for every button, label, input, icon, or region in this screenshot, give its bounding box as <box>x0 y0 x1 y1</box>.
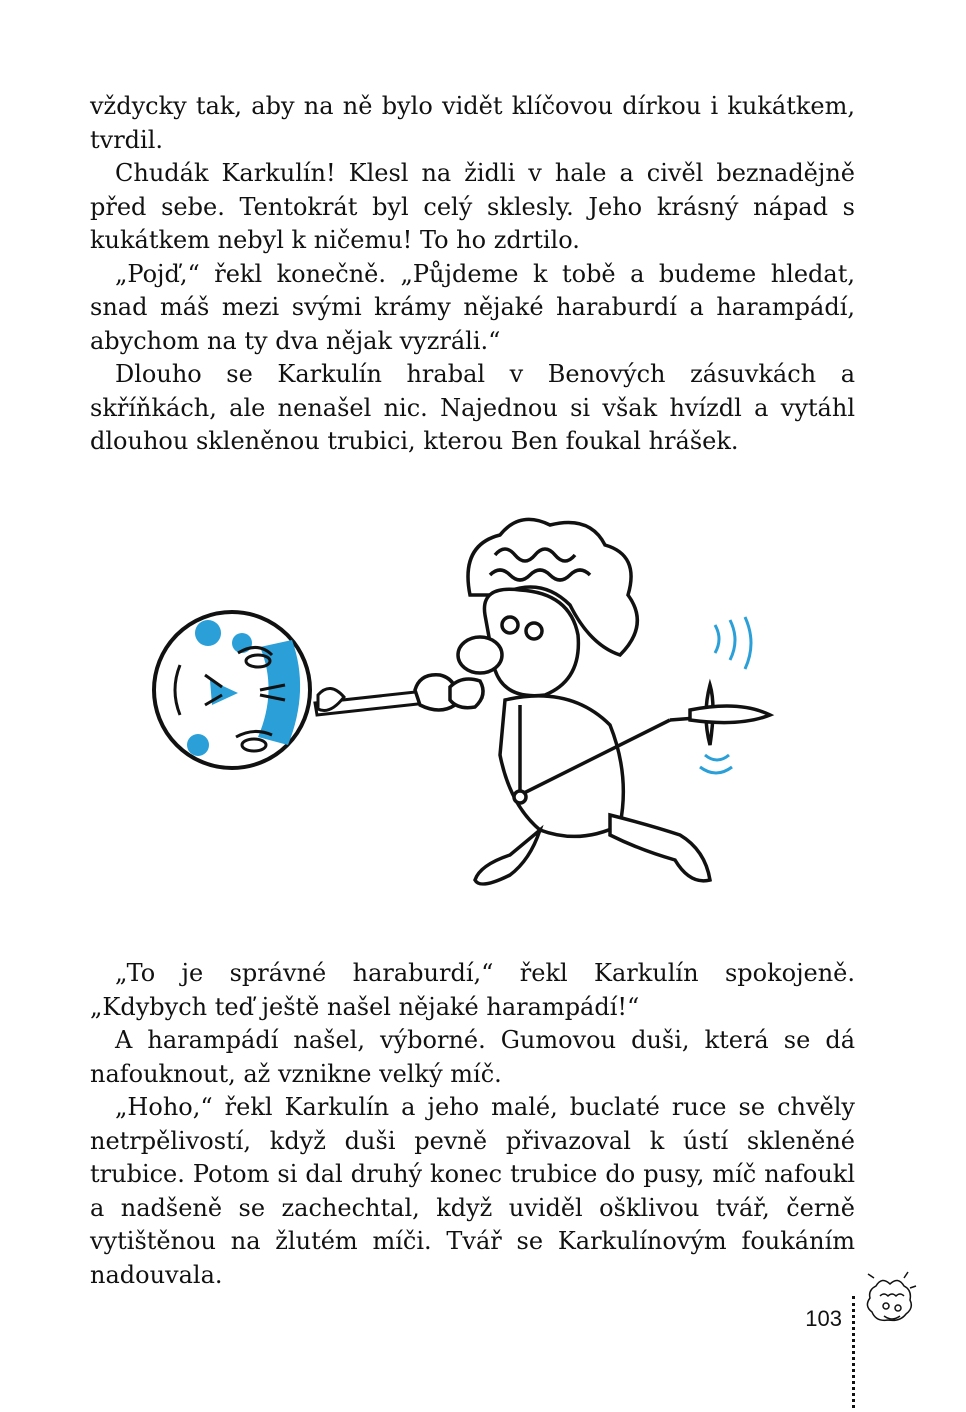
bottom-text-block <box>90 957 855 1292</box>
top-text-block <box>90 90 855 459</box>
boy-figure <box>415 519 770 884</box>
corner-character-doodle-icon <box>858 1266 924 1346</box>
paragraph: Dlouho se Karkulín hrabal v Benových zásuvkách a skříňkách, ale nenašel nic. Najednou si však hvízdl a vytáhl dlouhou skleněnou trubici, kterou Ben foukal hrášek. <box>90 360 855 455</box>
paragraph: Chudák Karkulín! Klesl na židli v hale a civěl beznadějně před sebe. Tentokrát byl celý sklesly. Jeho krásný nápad s kukátkem nebyl k ničemu! To ho zdrtilo. <box>90 159 855 254</box>
paragraph: „Hoho,“ řekl Karkulín a jeho malé, buclaté ruce se chvěly netrpělivostí, když duši pevně přivazoval k ústí skleněné trubice. Potom si dal druhý konec trubice do pusy, míč nafoukl a nadšeně se zachechtal, když uviděl ošklivou tvář, černě vytištěnou na žlutém míči. Tvář se Karkulínovým foukáním nadouvala. <box>90 1093 855 1289</box>
paragraph: „To je správné haraburdí,“ řekl Karkulín spokojeně. „Kdybych teď ještě našel nějaké harampádí!“ <box>90 959 855 1021</box>
dotted-divider <box>852 1296 855 1408</box>
paragraph: „Pojď,“ řekl konečně. „Půjdeme k tobě a budeme hledat, snad máš mezi svými krámy nějaké haraburdí a harampádí, abychom na ty dva nějak vyzráli.“ <box>90 259 855 355</box>
paragraph: vždycky tak, aby na ně bylo vidět klíčovou dírkou i kukátkem, tvrdil. <box>90 92 855 154</box>
page-number: 103 <box>805 1306 842 1331</box>
paragraph: A harampádí našel, výborné. Gumovou duši, která se dá nafouknout, až vznikne velký míč. <box>90 1026 855 1088</box>
boy-blowing-balloon-illustration <box>150 505 790 905</box>
